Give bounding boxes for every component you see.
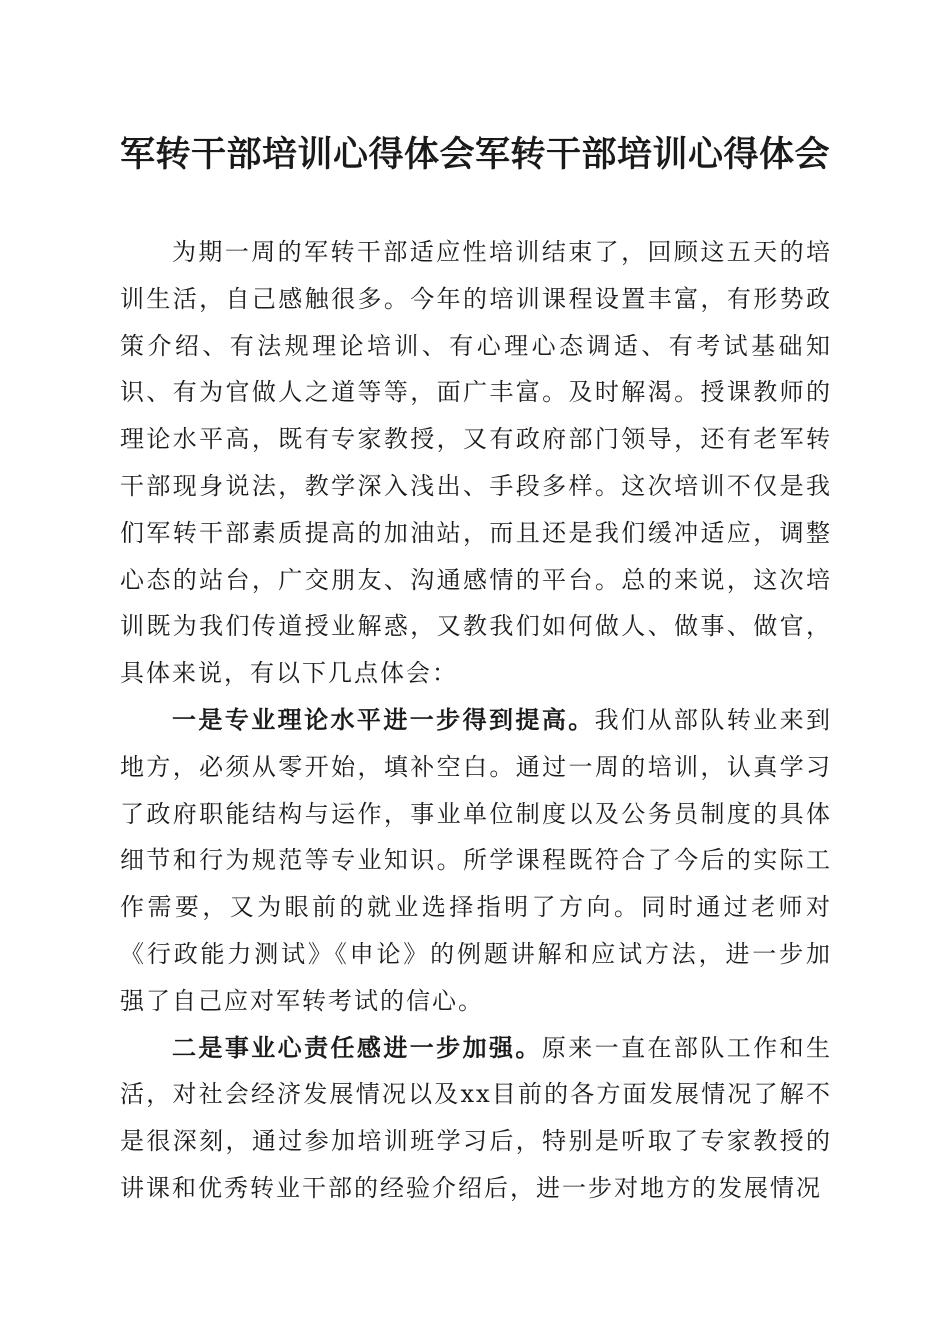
paragraph-intro	[120, 229, 832, 697]
paragraph-text: 我们从部队转业来到地方，必须从零开始，填补空白。通过一周的培训，认真学习了政府职能结构与运作，事业单位制度以及公务员制度的具体细节和行为规范等专业知识。所学课程既符合了今后的实际工作需要，又为眼前的就业选择指明了方向。同时通过老师对《行政能力测试》《申论》的例题讲解和应试方法，进一步加强了自己应对军转考试的信心。	[120, 705, 833, 1015]
paragraph-text: 为期一周的军转干部适应性培训结束了，回顾这五天的培训生活，自己感触很多。今年的培训课程设置丰富，有形势政策介绍、有法规理论培训、有心理心态调适、有考试基础知识、有为官做人之道等等，面广丰富。及时解渴。授课教师的理论水平高，既有专家教授，又有政府部门领导，还有老军转干部现身说法，教学深入浅出、手段多样。这次培训不仅是我们军转干部素质提高的加油站，而且还是我们缓冲适应，调整心态的站台，广交朋友、沟通感情的平台。总的来说，这次培训既为我们传道授业解惑，又教我们如何做人、做事、做官，具体来说，有以下几点体会：	[120, 238, 832, 688]
document-body	[120, 229, 832, 1212]
page-title: 军转干部培训心得体会军转干部培训心得体会	[119, 134, 830, 175]
paragraph-point-one	[120, 697, 832, 1025]
paragraph-lead: 二是事业心责任感进一步加强。	[172, 1032, 542, 1062]
paragraph-point-two	[120, 1025, 832, 1212]
paragraph-text: 原来一直在部队工作和生活，对社会经济发展情况以及xx目前的各方面发展情况了解不是很深刻，通过参加培训班学习后，特别是听取了专家教授的讲课和优秀转业干部的经验介绍后，进一步对地方的发展情况	[120, 1033, 833, 1202]
paragraph-lead: 一是专业理论水平进一步得到提高。	[172, 704, 595, 734]
